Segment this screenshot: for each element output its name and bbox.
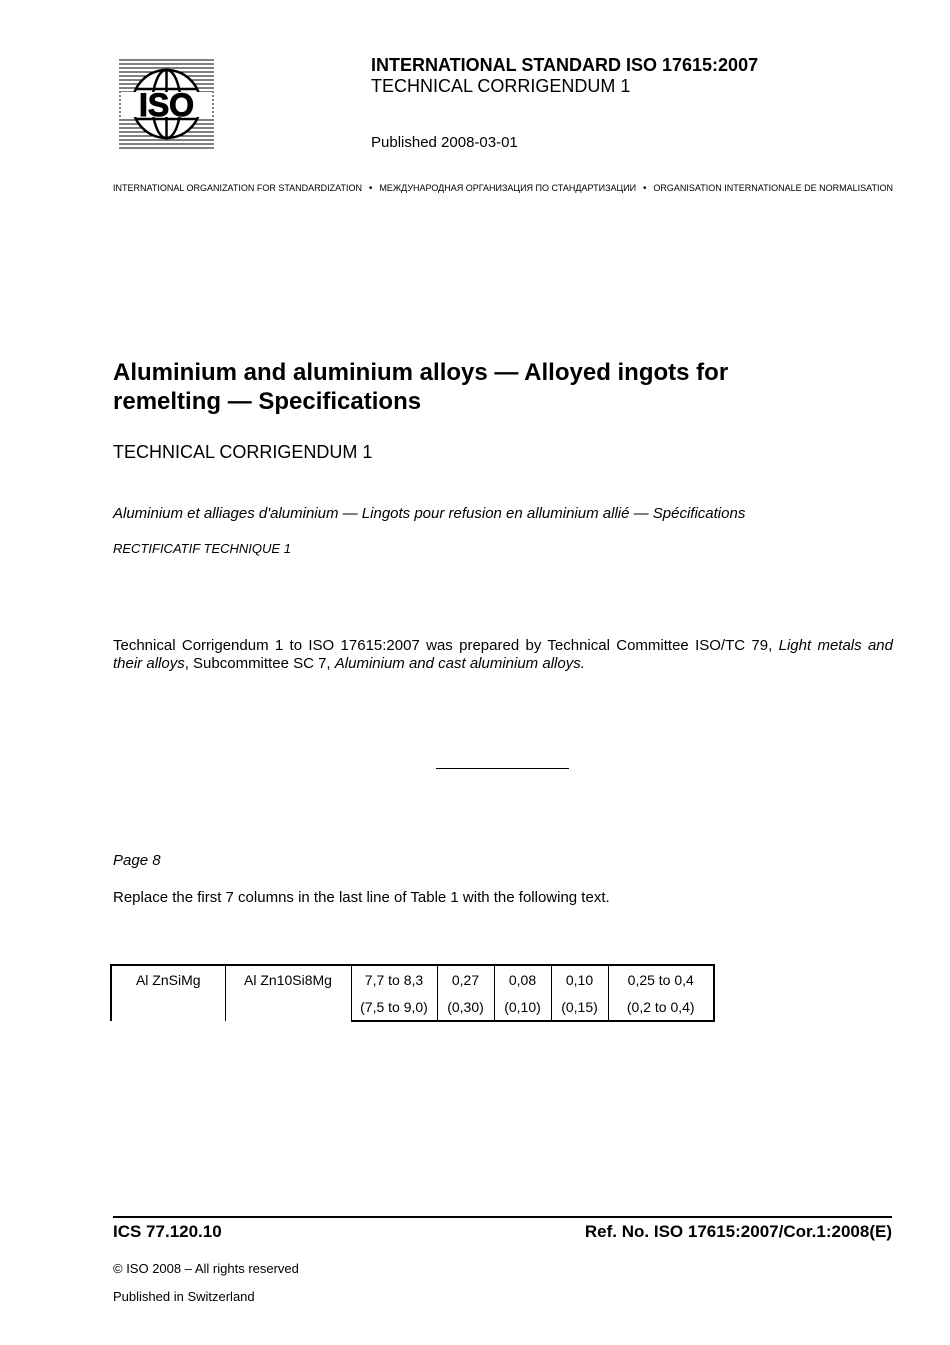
table-cell: (7,5 to 9,0): [351, 993, 437, 1021]
table-cell: Al ZnSiMg: [111, 965, 225, 1021]
standard-subtitle: TECHNICAL CORRIGENDUM 1: [371, 76, 631, 96]
corrigendum-heading: TECHNICAL CORRIGENDUM 1: [113, 442, 373, 462]
intro-text: , Subcommittee SC 7,: [184, 655, 335, 672]
table-cell: Al Zn10Si8Mg: [225, 965, 351, 1021]
table-cell: 7,7 to 8,3: [351, 965, 437, 993]
org-separator: •: [368, 183, 373, 194]
organization-line: [113, 183, 893, 194]
instruction-text: Replace the first 7 columns in the last line of Table 1 with the following text.: [113, 889, 610, 906]
correction-table: [110, 964, 715, 1022]
standard-title: INTERNATIONAL STANDARD ISO 17615:2007: [371, 55, 759, 75]
subcommittee-name: Aluminium and cast aluminium alloys.: [334, 655, 585, 672]
table-cell: (0,30): [437, 993, 494, 1021]
intro-text: Technical Corrigendum 1 to ISO 17615:2007 was prepared by Technical Committee ISO/TC 79,: [113, 637, 779, 654]
published-location: Published in Switzerland: [113, 1289, 255, 1304]
table-cell: 0,27: [437, 965, 494, 993]
footer-rule: [113, 1216, 892, 1218]
table-cell: (0,15): [551, 993, 608, 1021]
table-cell: 0,10: [551, 965, 608, 993]
table-row: [111, 965, 714, 993]
document-title-line2: remelting — Specifications: [113, 388, 422, 415]
separator-rule: [436, 768, 569, 769]
french-title: Aluminium et alliages d'aluminium — Lingots pour refusion en alluminium allié — Spécifications: [113, 505, 746, 522]
page-reference: Page 8: [113, 852, 161, 869]
committee-name: Light metals and their alloys: [113, 637, 893, 672]
intro-paragraph: [113, 637, 893, 673]
iso-logo: [117, 57, 216, 152]
french-corrigendum: RECTIFICATIF TECHNIQUE 1: [113, 541, 291, 556]
reference-number: Ref. No. ISO 17615:2007/Cor.1:2008(E): [584, 1222, 892, 1241]
published-date: Published 2008-03-01: [371, 134, 518, 151]
org-name-fr: ORGANISATION INTERNATIONALE DE NORMALISATION: [653, 183, 893, 193]
table-cell: 0,25 to 0,4: [608, 965, 714, 993]
org-name-ru: МЕЖДУНАРОДНАЯ ОРГАНИЗАЦИЯ ПО СТАНДАРТИЗАЦИИ: [379, 183, 637, 193]
document-title-line1: Aluminium and aluminium alloys — Alloyed ingots for: [113, 359, 729, 386]
org-name-en: INTERNATIONAL ORGANIZATION FOR STANDARDIZATION: [113, 183, 363, 193]
copyright-notice: © ISO 2008 – All rights reserved: [113, 1261, 299, 1276]
table-cell: 0,08: [494, 965, 551, 993]
table-cell: (0,2 to 0,4): [608, 993, 714, 1021]
table-cell: (0,10): [494, 993, 551, 1021]
org-separator: •: [643, 183, 647, 194]
ics-code: ICS 77.120.10: [113, 1222, 222, 1241]
logo-text: ISO: [138, 87, 195, 123]
document-title: [113, 358, 873, 416]
